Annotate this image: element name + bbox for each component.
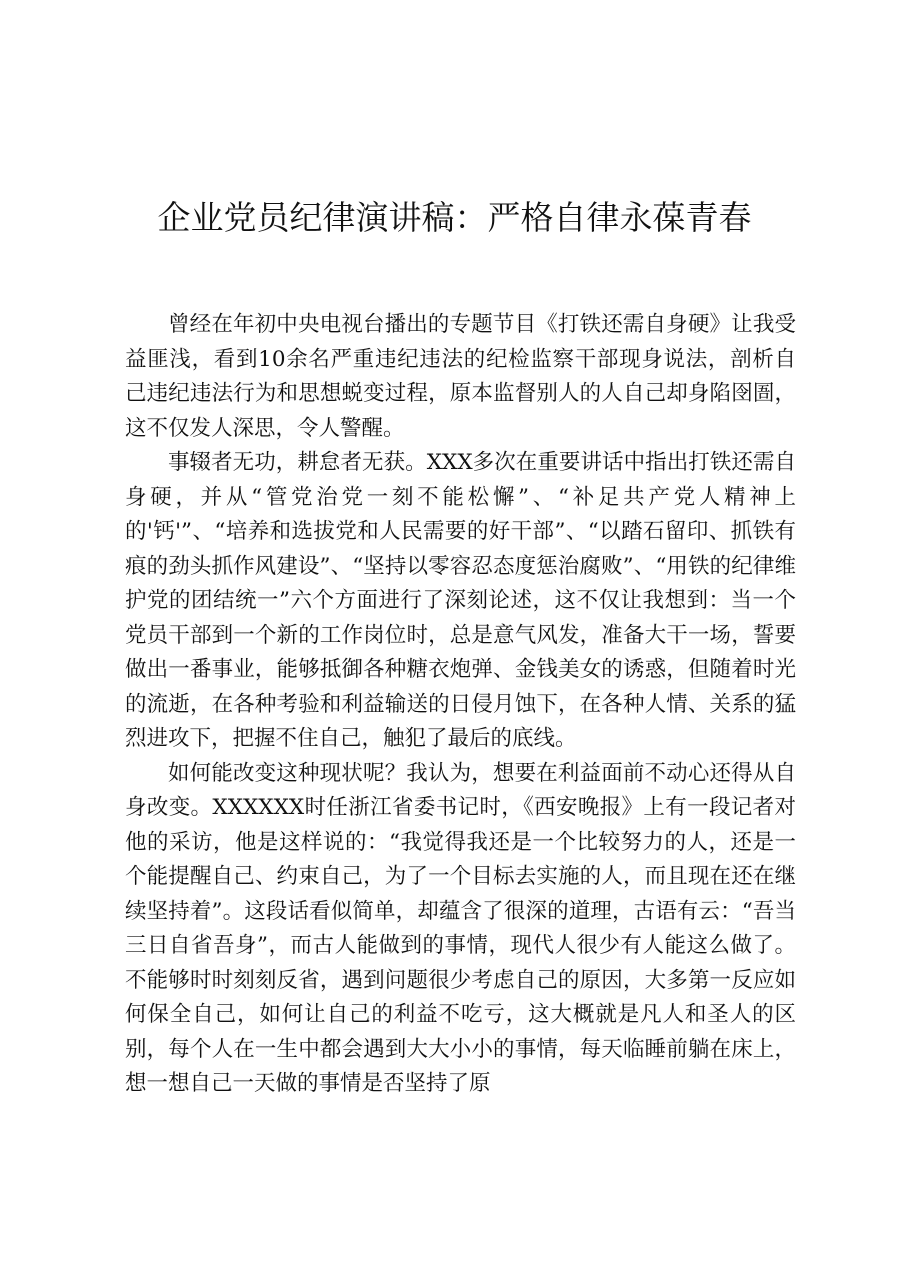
document-title: 企业党员纪律演讲稿：严格自律永葆青春 <box>157 198 752 237</box>
paragraph-1: 曾经在年初中央电视台播出的专题节目《打铁还需自身硬》让我受益匪浅，看到10余名严重违纪违法的纪检监察干部现身说法，剖析自己违纪违法行为和思想蜕变过程，原本监督别人的人自己却身陷囹圄，这不仅发人深思，令人警醒。 <box>125 312 796 441</box>
document-body <box>125 308 796 1102</box>
paragraph-2: 事辍者无功，耕怠者无获。XXX多次在重要讲话中指出打铁还需自身硬，并从“管党治党一刻不能松懈”、“补足共产党人精神上的'钙'”、“培养和选拔党和人民需要的好干部”、“以踏石留印、抓铁有痕的劲头抓作风建设”、“坚持以零容忍态度惩治腐败”、“用铁的纪律维护党的团结统一”六个方面进行了深刻论述，这不仅让我想到：当一个党员干部到一个新的工作岗位时，总是意气风发，准备大干一场，誓要做出一番事业，能够抵御各种糖衣炮弹、金钱美女的诱惑，但随着时光的流逝，在各种考验和利益输送的日侵月蚀下，在各种人情、关系的猛烈进攻下，把握不住自己，触犯了最后的底线。 <box>125 450 796 751</box>
paragraph-3: 如何能改变这种现状呢？我认为，想要在利益面前不动心还得从自身改变。XXXXXX时任浙江省委书记时，《西安晚报》上有一段记者对他的采访，他是这样说的：“我觉得我还是一个比较努力的人，还是一个能提醒自己、约束自己，为了一个目标去实施的人，而且现在还在继续坚持着”。这段话看似简单，却蕴含了很深的道理，古语有云：“吾当三日自省吾身”，而古人能做到的事情，现代人很少有人能这么做了。不能够时时刻刻反省，遇到问题很少考虑自己的原因，大多第一反应如何保全自己，如何让自己的利益不吃亏，这大概就是凡人和圣人的区别，每个人在一生中都会遇到大大小小的事情，每天临睡前躺在床上，想一想自己一天做的事情是否坚持了原 <box>125 760 796 1096</box>
